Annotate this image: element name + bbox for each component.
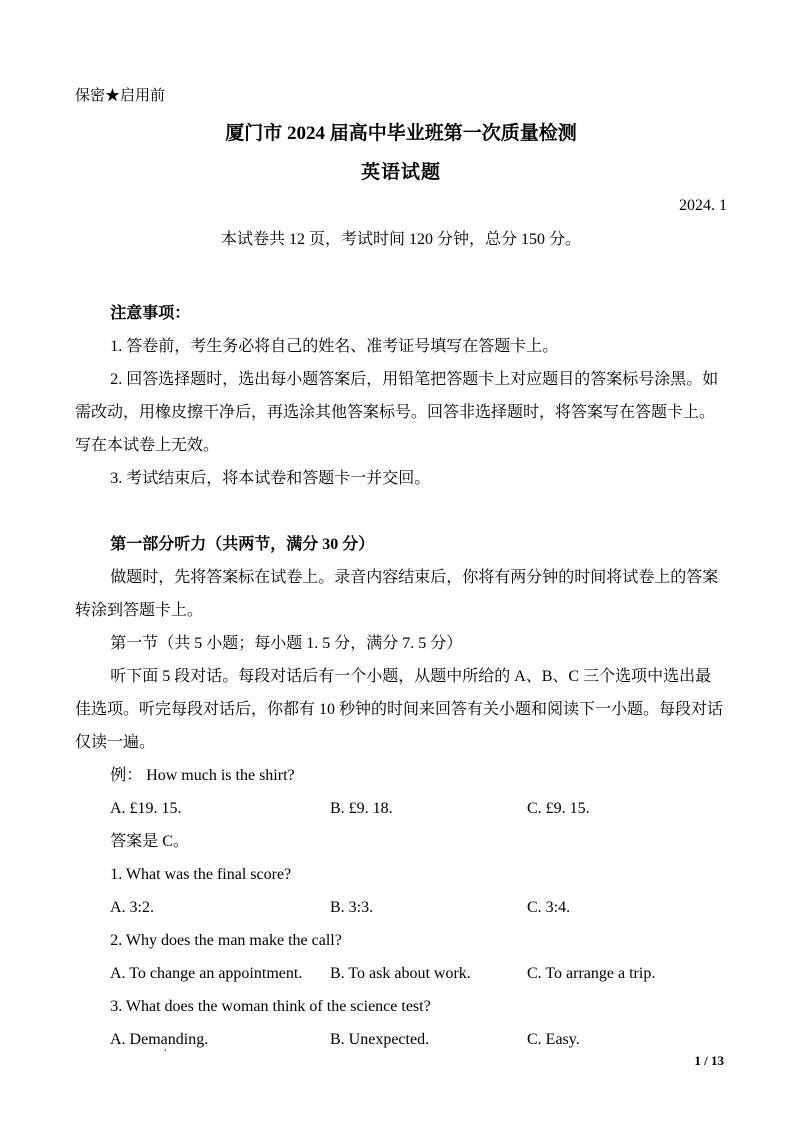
example-answer-note: 答案是 C。	[110, 833, 189, 850]
exam-subtitle: 英语试题	[360, 162, 441, 183]
listening-part1-intro: 听下面 5 段对话。每段对话后有一个小题，从题中所给的 A、B、C 三个选项中选出最佳选项。听完每段对话后，你都有 10 秒钟的时间来回答有关小题和阅读下一小题。每段对话仅读一遍。	[75, 668, 724, 751]
question-2-option-b: B. To ask about work.	[330, 965, 471, 982]
listening-section-intro: 做题时，先将答案标在试卷上。录音内容结束后，你将有两分钟的时间将试卷上的答案转涂到答题卡上。	[75, 569, 719, 619]
notice-item-2: 2. 回答选择题时，选出每小题答案后，用铅笔把答题卡上对应题目的答案标号涂黑。如需改动，用橡皮擦干净后，再选涂其他答案标号。回答非选择题时，将答案写在答题卡上。写在本试卷上无效。	[75, 371, 719, 454]
question-3-option-b: B. Unexpected.	[330, 1031, 430, 1048]
question-1-options-row	[75, 891, 727, 924]
example-question: 例： How much is the shirt?	[110, 767, 295, 784]
question-2-options-row	[75, 957, 727, 990]
question-1-option-a: A. 3:2.	[110, 899, 154, 916]
notice-item-3: 3. 考试结束后，将本试卷和答题卡一并交回。	[110, 470, 431, 487]
question-1-option-c: C. 3:4.	[527, 899, 571, 916]
example-options-row	[75, 792, 727, 825]
example-option-a: A. £19. 15.	[110, 800, 182, 817]
stray-ink-dot: ·	[163, 1044, 168, 1059]
notice-item-1: 1. 答卷前，考生务必将自己的姓名、准考证号填写在答题卡上。	[110, 338, 559, 355]
exam-date: 2024. 1	[679, 197, 727, 214]
example-option-c: C. £9. 15.	[527, 800, 590, 817]
exam-title: 厦门市 2024 届高中毕业班第一次质量检测	[225, 123, 577, 144]
notice-heading: 注意事项：	[110, 305, 191, 322]
security-classification: 保密★启用前	[75, 88, 166, 104]
example-option-b: B. £9. 18.	[330, 800, 393, 817]
listening-part1-heading: 第一节（共 5 小题；每小题 1. 5 分，满分 7. 5 分）	[110, 635, 463, 652]
question-1-option-b: B. 3:3.	[330, 899, 374, 916]
question-3-option-c: C. Easy.	[527, 1031, 580, 1048]
listening-section-heading: 第一部分听力（共两节，满分 30 分）	[110, 536, 375, 553]
question-2-option-a: A. To change an appointment.	[110, 965, 303, 982]
exam-info-line: 本试卷共 12 页，考试时间 120 分钟，总分 150 分。	[220, 231, 581, 248]
question-2: 2. Why does the man make the call?	[110, 932, 342, 949]
question-3-options-row	[75, 1023, 727, 1056]
question-1: 1. What was the final score?	[110, 866, 292, 883]
page-number: 1 / 13	[694, 1053, 724, 1068]
question-2-option-c: C. To arrange a trip.	[527, 965, 656, 982]
question-3: 3. What does the woman think of the science test?	[110, 998, 431, 1015]
question-3-option-a: A. Demanding.	[110, 1031, 209, 1048]
